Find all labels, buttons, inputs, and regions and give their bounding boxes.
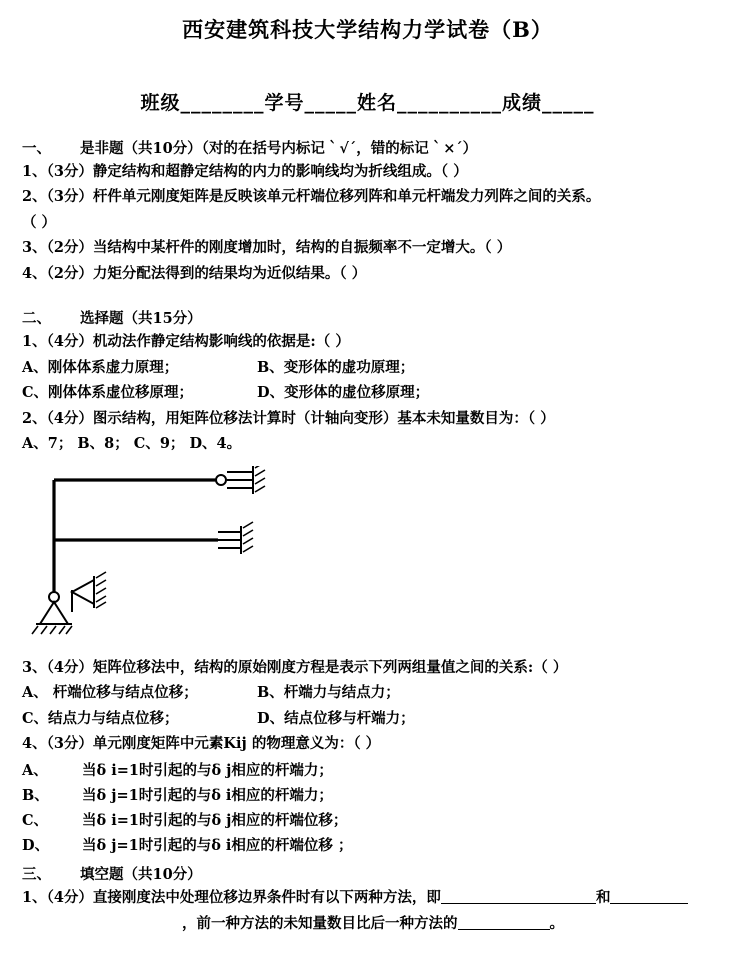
question-2-4: 4、（3分）单元刚度矩阵中元素Kij 的物理意义为：（ ） bbox=[22, 735, 381, 753]
answer-blank-1[interactable] bbox=[441, 889, 596, 905]
page-title: 西安建筑科技大学结构力学试卷（B） bbox=[182, 17, 553, 42]
option-text-a: 当δ i=1时引起的与δ j相应的杆端力； bbox=[82, 761, 333, 779]
section-heading-3 bbox=[22, 863, 713, 884]
question-3-1-text-c: ，前一种方法的未知量数目比后一种方法的 bbox=[182, 914, 458, 932]
answer-blank-3[interactable] bbox=[458, 914, 550, 930]
question-2-2-options: A、7； B、8； C、9； D、4。 bbox=[22, 435, 242, 453]
question-2-4-option-c bbox=[22, 809, 713, 832]
section-label-2: 选择题（共15分） bbox=[80, 310, 202, 328]
question-2-3-options-row-2 bbox=[22, 708, 713, 730]
section-heading-1 bbox=[22, 137, 713, 158]
option-d: D、变形体的虚位移原理； bbox=[257, 384, 430, 402]
frame-structure-diagram bbox=[22, 466, 713, 651]
option-c: C、结点力与结点位移； bbox=[22, 709, 179, 727]
section-number-3: 三、 bbox=[22, 866, 51, 884]
student-info-line: 班级________学号_____姓名__________成绩_____ bbox=[140, 92, 595, 114]
option-text-d: 当δ j=1时引起的与δ i相应的杆端位移 ； bbox=[82, 837, 353, 855]
option-text-c: 当δ i=1时引起的与δ j相应的杆端位移； bbox=[82, 811, 348, 829]
question-2-2: 2、（4分）图示结构，用矩阵位移法计算时（计轴向变形）基本未知量数目为：（ ） bbox=[22, 409, 555, 427]
option-label-a: A、 bbox=[22, 761, 48, 779]
section-heading-2 bbox=[22, 307, 713, 328]
section-label-1: 是非题（共10分）（对的在括号内标记｀√´，错的标记｀×´） bbox=[80, 140, 478, 157]
question-1-1: 1、（3分）静定结构和超静定结构的内力的影响线均为折线组成。（ ） bbox=[22, 163, 468, 180]
question-3-1-text-b: 和 bbox=[595, 889, 611, 907]
question-3-1-line-2 bbox=[22, 913, 713, 935]
option-label-b: B、 bbox=[22, 786, 49, 804]
question-1-4: 4、（2分）力矩分配法得到的结果均为近似结果。（ ） bbox=[22, 264, 367, 282]
question-2-1-options-row-1 bbox=[22, 357, 713, 379]
option-label-d: D、 bbox=[22, 837, 50, 855]
option-text-b: 当δ j=1时引起的与δ i相应的杆端力； bbox=[82, 786, 333, 804]
question-2-1-options-row-2 bbox=[22, 382, 713, 404]
option-a: A、刚体体系虚力原理； bbox=[22, 358, 179, 376]
question-3-1-text-d: 。 bbox=[549, 914, 564, 932]
section-label-3: 填空题（共10分） bbox=[80, 866, 202, 884]
question-2-3: 3、（4分）矩阵位移法中，结构的原始刚度方程是表示下列两组量值之间的关系:（ ） bbox=[22, 658, 568, 676]
question-1-2-cont: （ ） bbox=[22, 213, 57, 231]
answer-blank-2[interactable] bbox=[610, 889, 688, 905]
question-3-1-text-a: 1、（4分）直接刚度法中处理位移边界条件时有以下两种方法，即 bbox=[22, 889, 441, 907]
option-b: B、杆端力与结点力； bbox=[257, 684, 400, 702]
option-c: C、刚体体系虚位移原理； bbox=[22, 384, 194, 402]
section-number-2: 二、 bbox=[22, 310, 51, 328]
option-label-c: C、 bbox=[22, 811, 49, 829]
option-b: B、变形体的虚功原理； bbox=[257, 358, 415, 376]
section-number-1: 一、 bbox=[22, 140, 51, 157]
option-a: A、 杆端位移与结点位移； bbox=[22, 684, 198, 702]
question-3-1-line-1 bbox=[22, 887, 713, 909]
question-2-4-option-a bbox=[22, 759, 713, 782]
question-2-4-option-d bbox=[22, 834, 713, 857]
question-2-3-options-row-1 bbox=[22, 682, 713, 704]
structure-svg bbox=[22, 466, 322, 651]
question-2-4-option-b bbox=[22, 784, 713, 807]
question-1-3: 3、（2分）当结构中某杆件的刚度增加时，结构的自振频率不一定增大。（ ） bbox=[22, 239, 512, 257]
question-2-1: 1、（4分）机动法作静定结构影响线的依据是:（ ） bbox=[22, 333, 350, 351]
option-d: D、结点位移与杆端力； bbox=[257, 709, 415, 727]
question-1-2: 2、（3分）杆件单元刚度矩阵是反映该单元杆端位移列阵和单元杆端发力列阵之间的关系。 bbox=[22, 188, 601, 206]
